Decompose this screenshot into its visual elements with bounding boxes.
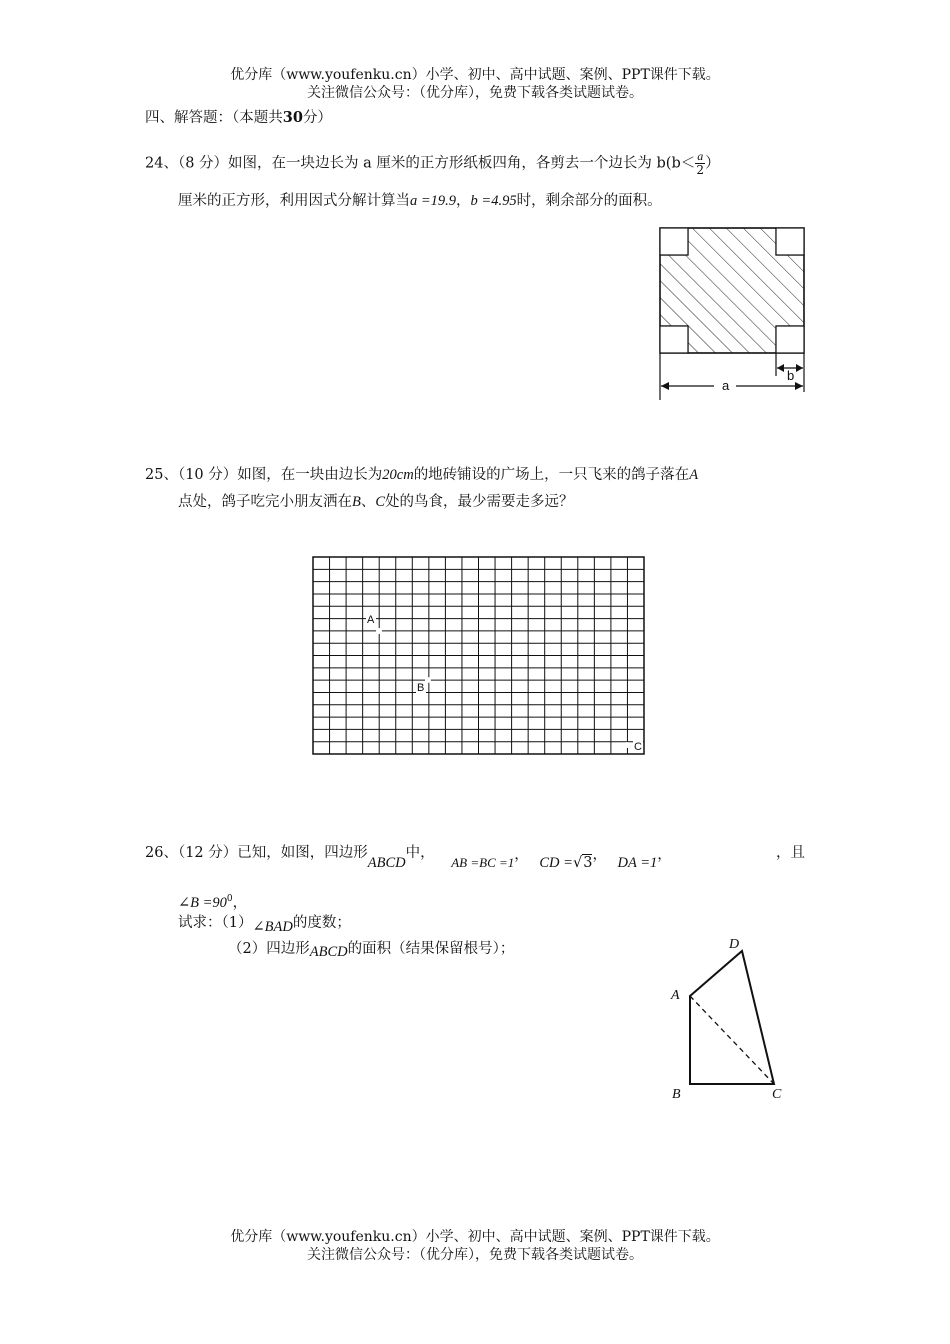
q26-angle-b: ∠B =90 bbox=[178, 894, 227, 911]
q25-point-c-marker bbox=[625, 743, 630, 748]
q24-text: （8 分）如图，在一块边长为 a 厘米的正方形纸板四角，各剪去一个边长为 b(b＜ bbox=[177, 155, 696, 172]
q25-point-b-marker bbox=[426, 678, 431, 683]
q25-text-rest: 的地砖铺设的广场上，一只飞来的鸽子落在 bbox=[413, 467, 690, 483]
q24-fraction bbox=[695, 150, 705, 177]
q24-close: ） bbox=[705, 155, 720, 172]
q26-quad-2: ABCD bbox=[309, 944, 348, 960]
q24-label-a: a bbox=[722, 378, 730, 393]
q24-figure bbox=[650, 220, 820, 410]
q25-grid-lines bbox=[313, 557, 644, 754]
q24-corner-tl bbox=[660, 228, 688, 255]
q26-and: ，且 bbox=[776, 845, 805, 861]
q26-degree: 0 bbox=[226, 894, 233, 904]
q24-line2-text: 厘米的正方形，利用因式分解计算当 bbox=[178, 193, 410, 209]
q26-line-3 bbox=[178, 912, 351, 934]
q26-da: DA =1 bbox=[617, 855, 658, 871]
q26-cd-lhs: CD = bbox=[539, 855, 573, 871]
page-header bbox=[0, 66, 950, 102]
q25-line-1 bbox=[145, 464, 698, 486]
q26-mid: 中， bbox=[405, 845, 435, 861]
q25-size: 20cm bbox=[382, 467, 414, 483]
q24-a-expr: a =19.9 bbox=[410, 193, 457, 209]
q25-line2-end: 处的鸟食，最少需要走多远？ bbox=[385, 494, 574, 510]
footer-line-2: 关注微信公众号：（优分库），免费下载各类试题试卷。 bbox=[307, 1247, 643, 1263]
q25-line2-start: 点处，鸽子吃完小朋友洒在 bbox=[178, 494, 352, 510]
section-suffix: 分） bbox=[302, 110, 332, 126]
header-line-2: 关注微信公众号：（优分库），免费下载各类试题试卷。 bbox=[307, 85, 643, 101]
q24-label-b: b bbox=[787, 368, 795, 383]
q26-ask1-end: 的度数； bbox=[292, 915, 351, 931]
q26-angle-bad: ∠BAD bbox=[252, 919, 293, 935]
q24-b-arrow-head-left bbox=[777, 364, 784, 372]
q25-point-b: B bbox=[352, 494, 361, 510]
q25-point-a: A bbox=[689, 467, 699, 483]
q25-line-2 bbox=[178, 491, 574, 513]
q26-diagonal-ac bbox=[690, 996, 774, 1084]
q25-grid-figure bbox=[308, 552, 652, 764]
q26-number: 26、 bbox=[145, 845, 178, 861]
q24-line2-end: 时，剩余部分的面积。 bbox=[516, 193, 662, 209]
header-line-1: 优分库（www.youfenku.cn）小学、初中、高中试题、案例、PPT课件下载。 bbox=[230, 67, 720, 83]
q24-line-1 bbox=[145, 150, 720, 177]
q24-comma: ， bbox=[456, 193, 471, 209]
q26-ask2-start: （2）四边形 bbox=[228, 941, 310, 957]
q26-figure bbox=[660, 930, 800, 1110]
q26-line-1: 26、（12 分）已知，如图，四边形ABCD中， AB =BC =1， CD =√3， DA =1， ，且 bbox=[145, 842, 805, 864]
q25-grid-label-b: B bbox=[417, 682, 425, 694]
q24-b-arrow-head-right bbox=[796, 364, 803, 372]
q24-a-arrow-head-left bbox=[661, 382, 669, 390]
q26-quad: ABCD bbox=[367, 855, 406, 871]
q26-line-4 bbox=[228, 938, 514, 960]
q24-number: 24、 bbox=[145, 155, 178, 172]
footer-line-1: 优分库（www.youfenku.cn）小学、初中、高中试题、案例、PPT课件下载。 bbox=[230, 1229, 720, 1245]
page-footer bbox=[0, 1228, 950, 1264]
q25-number: 25、 bbox=[145, 467, 178, 483]
q26-text: （12 分）已知，如图，四边形 bbox=[177, 845, 368, 861]
q26-cd-rad: 3 bbox=[583, 855, 593, 871]
q26-line-2 bbox=[178, 888, 247, 914]
section-title-text: 四、解答题：（本题共 bbox=[145, 110, 283, 126]
q26-quadrilateral bbox=[690, 951, 774, 1084]
q26-label-d: D bbox=[729, 937, 740, 952]
q24-frac-den: 2 bbox=[696, 163, 705, 177]
section-title bbox=[145, 107, 332, 129]
q25-grid-label-c: C bbox=[634, 741, 642, 753]
q25-point-a-marker bbox=[377, 629, 382, 634]
q26-label-c: C bbox=[772, 1087, 782, 1102]
q24-corner-br bbox=[776, 326, 804, 353]
q26-cd: CD =√3 bbox=[539, 855, 593, 871]
q24-frac-num: a bbox=[697, 149, 704, 163]
q24-corner-tr bbox=[776, 228, 804, 255]
q24-line-2 bbox=[178, 190, 662, 212]
q26-ask: 试求：（1） bbox=[178, 915, 253, 931]
q25-grid-label-a: A bbox=[367, 614, 375, 626]
q25-sep: 、 bbox=[360, 494, 376, 510]
q24-b-expr: b =4.95 bbox=[470, 193, 517, 209]
q24-corner-bl bbox=[660, 326, 688, 353]
q25-text: （10 分）如图，在一块由边长为 bbox=[177, 467, 383, 483]
q26-label-b: B bbox=[672, 1087, 681, 1102]
q26-ab-bc: AB =BC =1 bbox=[451, 855, 515, 870]
q25-point-c: C bbox=[375, 494, 386, 510]
section-points: 30 bbox=[282, 109, 303, 126]
q26-label-a: A bbox=[671, 988, 680, 1003]
q24-a-arrow-head-right bbox=[795, 382, 803, 390]
q26-ask2-end: 的面积（结果保留根号）； bbox=[347, 941, 515, 957]
q26-angle-comma: ， bbox=[232, 894, 248, 911]
